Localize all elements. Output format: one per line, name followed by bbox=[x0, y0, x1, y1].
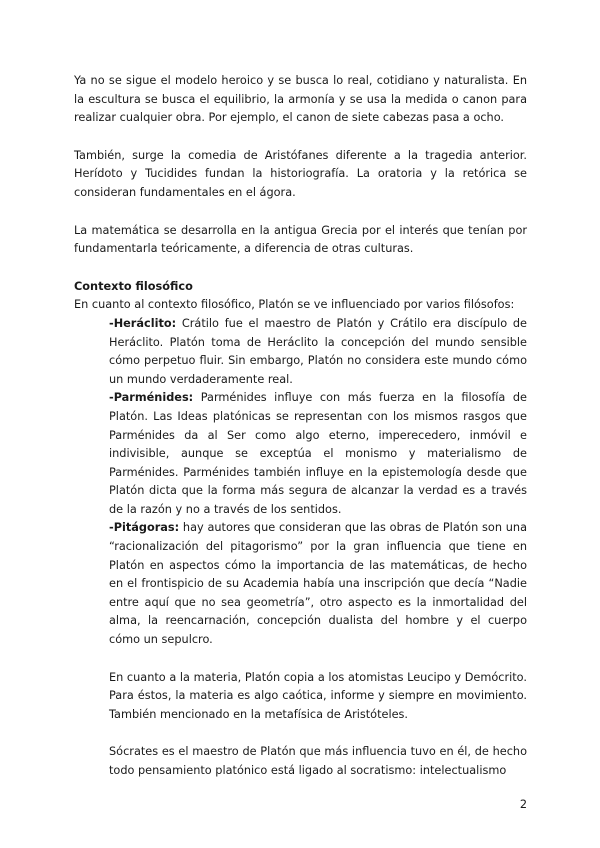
philosopher-item-pitagoras bbox=[109, 519, 527, 649]
document-page bbox=[74, 72, 527, 781]
philosopher-label: -Heráclito: bbox=[109, 316, 177, 330]
philosopher-label: -Pitágoras: bbox=[109, 521, 180, 535]
philosopher-text: hay autores que consideran que las obras de Platón son una “racionalización del pitagorismo” por la gran influencia que tiene en Platón en aspectos cómo la importancia de las matemáticas, de hecho en el frontispicio de su Academia había una inscripción que decía “Nadie entre aquí que no sea geometría”, otro aspecto es la inmortalidad del alma, la reencarnación, concepción dualista del hombre y el cuerpo cómo un sepulcro. bbox=[109, 521, 527, 647]
paragraph-socrates: Sócrates es el maestro de Platón que más influencia tuvo en él, de hecho todo pensamiento platónico está ligado al socratismo: intelectualismo bbox=[109, 745, 527, 777]
section-intro: En cuanto al contexto filosófico, Platón se ve influenciado por varios filósofos: bbox=[74, 298, 515, 312]
philosopher-label: -Parménides: bbox=[109, 391, 194, 405]
paragraph-escultura: Ya no se sigue el modelo heroico y se busca lo real, cotidiano y naturalista. En la escultura se busca el equilibrio, la armonía y se usa la medida o canon para realizar cualquier obra. Por ejemplo, el canon de siete cabezas pasa a ocho. bbox=[74, 74, 527, 125]
philosopher-text: Parménides influye con más fuerza en la filosofía de Platón. Las Ideas platónicas se representan con los mismos rasgos que Parménides da al Ser como algo eterno, imperecedero, inmóvil e indivisible, aunque se exceptúa el monismo y materialismo de Parménides. Parménides también influye en la epistemología desde que Platón dicta que la forma más segura de alcanzar la verdad es a través de la razón y no a través de los sentidos. bbox=[109, 391, 527, 516]
paragraph-matematica: La matemática se desarrolla en la antigua Grecia por el interés que tenían por fundamentarla teóricamente, a diferencia de otras culturas. bbox=[74, 223, 527, 256]
philosopher-list bbox=[74, 315, 527, 781]
philosopher-item-heraclito bbox=[109, 315, 527, 389]
philosopher-text: Crátilo fue el maestro de Platón y Crátilo era discípulo de Heráclito. Platón toma de Heráclito la concepción del mundo sensible cómo perpetuo fluir. Sin embargo, Platón no considera este mundo cómo un mundo verdaderamente real. bbox=[109, 316, 527, 386]
paragraph-comedia: También, surge la comedia de Aristófanes diferente a la tragedia anterior. Herídoto y Tucidides fundan la historiografía. La oratoria y la retórica se consideran fundamentales en el ágora. bbox=[74, 148, 527, 199]
section-heading: Contexto filosófico bbox=[74, 279, 193, 293]
page-number: 2 bbox=[519, 798, 527, 811]
philosopher-item-parmenides bbox=[109, 389, 527, 519]
paragraph-materia: En cuanto a la materia, Platón copia a los atomistas Leucipo y Demócrito. Para éstos, la materia es algo caótica, informe y siempre en movimiento. También mencionado en la metafísica de Aristóteles. bbox=[109, 670, 527, 721]
